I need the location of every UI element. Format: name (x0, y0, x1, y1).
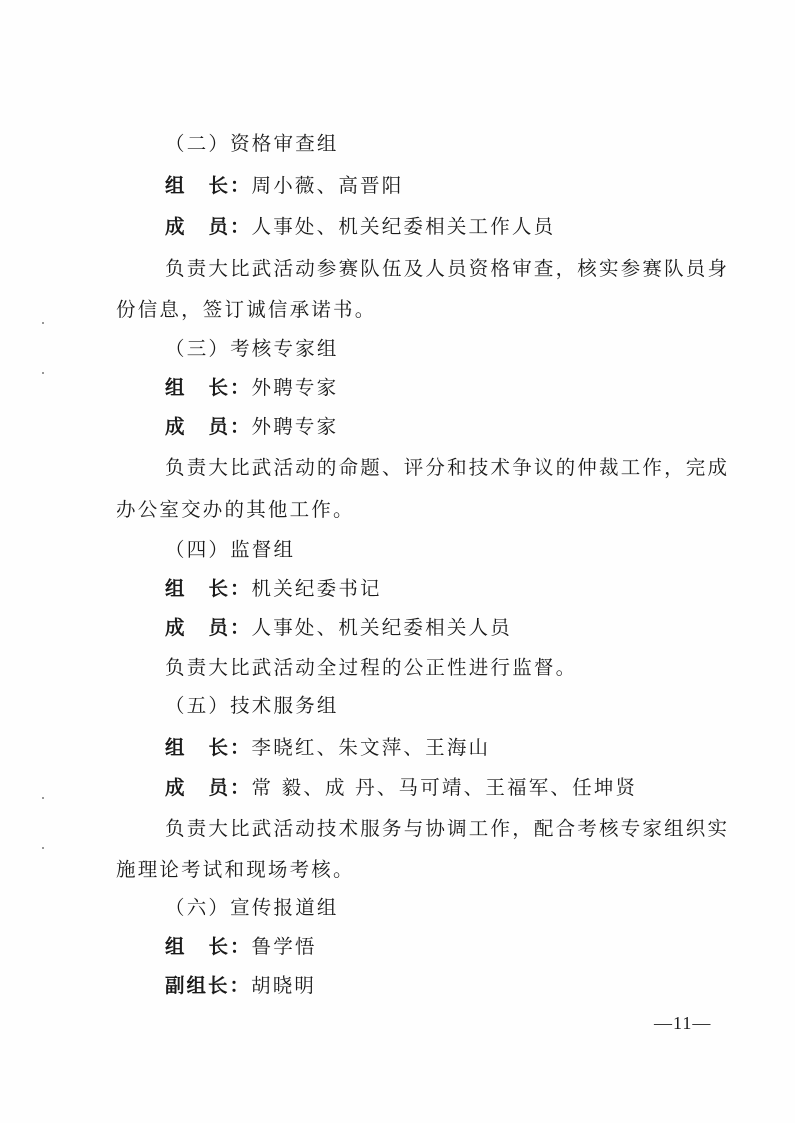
scan-mark (42, 372, 44, 374)
scan-mark (42, 797, 44, 799)
scan-mark (42, 322, 44, 324)
leader-label: 组 长： (165, 577, 252, 600)
description-line: 负责大比武活动技术服务与协调工作，配合考核专家组织实 (165, 817, 730, 840)
leader-line (165, 576, 382, 602)
leader-label: 组 长： (165, 376, 252, 399)
members-value: 人事处、机关纪委相关人员 (251, 616, 512, 639)
section-heading: （二）资格审查组 (165, 132, 339, 155)
leader-value: 机关纪委书记 (251, 577, 382, 600)
members-label: 成 员： (165, 215, 252, 238)
description-line: 办公室交办的其他工作。 (116, 498, 355, 521)
deputy-line (165, 973, 316, 999)
members-line (165, 414, 338, 440)
members-value: 常 毅、成 丹、马可靖、王福军、任坤贤 (251, 776, 638, 799)
description-line: 负责大比武活动参赛队伍及人员资格审查，核实参赛队员身 (165, 257, 730, 280)
leader-value: 李晓红、朱文萍、王海山 (251, 736, 491, 759)
description-line: 份信息，签订诚信承诺书。 (116, 298, 377, 321)
leader-label: 组 长： (165, 736, 252, 759)
section-heading: （三）考核专家组 (165, 337, 339, 360)
section-heading: （四）监督组 (165, 538, 296, 561)
leader-label: 组 长： (165, 935, 252, 958)
members-label: 成 员： (165, 616, 252, 639)
members-value: 人事处、机关纪委相关工作人员 (251, 215, 556, 238)
leader-line (165, 934, 317, 960)
leader-line (165, 173, 403, 199)
leader-label: 组 长： (165, 174, 252, 197)
members-line (165, 615, 512, 641)
leader-line (165, 735, 490, 761)
leader-value: 鲁学悟 (251, 935, 317, 958)
members-line (165, 214, 555, 240)
section-heading: （六）宣传报道组 (165, 896, 339, 919)
deputy-value: 胡晓明 (251, 974, 317, 997)
scan-mark (42, 847, 44, 849)
description-line: 负责大比武活动全过程的公正性进行监督。 (165, 656, 578, 679)
members-line (165, 775, 637, 801)
description-line: 负责大比武活动的命题、评分和技术争议的仲裁工作，完成 (165, 456, 730, 479)
members-label: 成 员： (165, 776, 252, 799)
members-value: 外聘专家 (251, 415, 339, 438)
members-label: 成 员： (165, 415, 252, 438)
deputy-label: 副组长： (165, 974, 252, 997)
description-line: 施理论考试和现场考核。 (116, 858, 355, 881)
section-heading: （五）技术服务组 (165, 694, 339, 717)
page-number: —11— (654, 1013, 712, 1033)
leader-value: 外聘专家 (251, 376, 339, 399)
leader-value: 周小薇、高晋阳 (251, 174, 404, 197)
leader-line (165, 375, 338, 401)
